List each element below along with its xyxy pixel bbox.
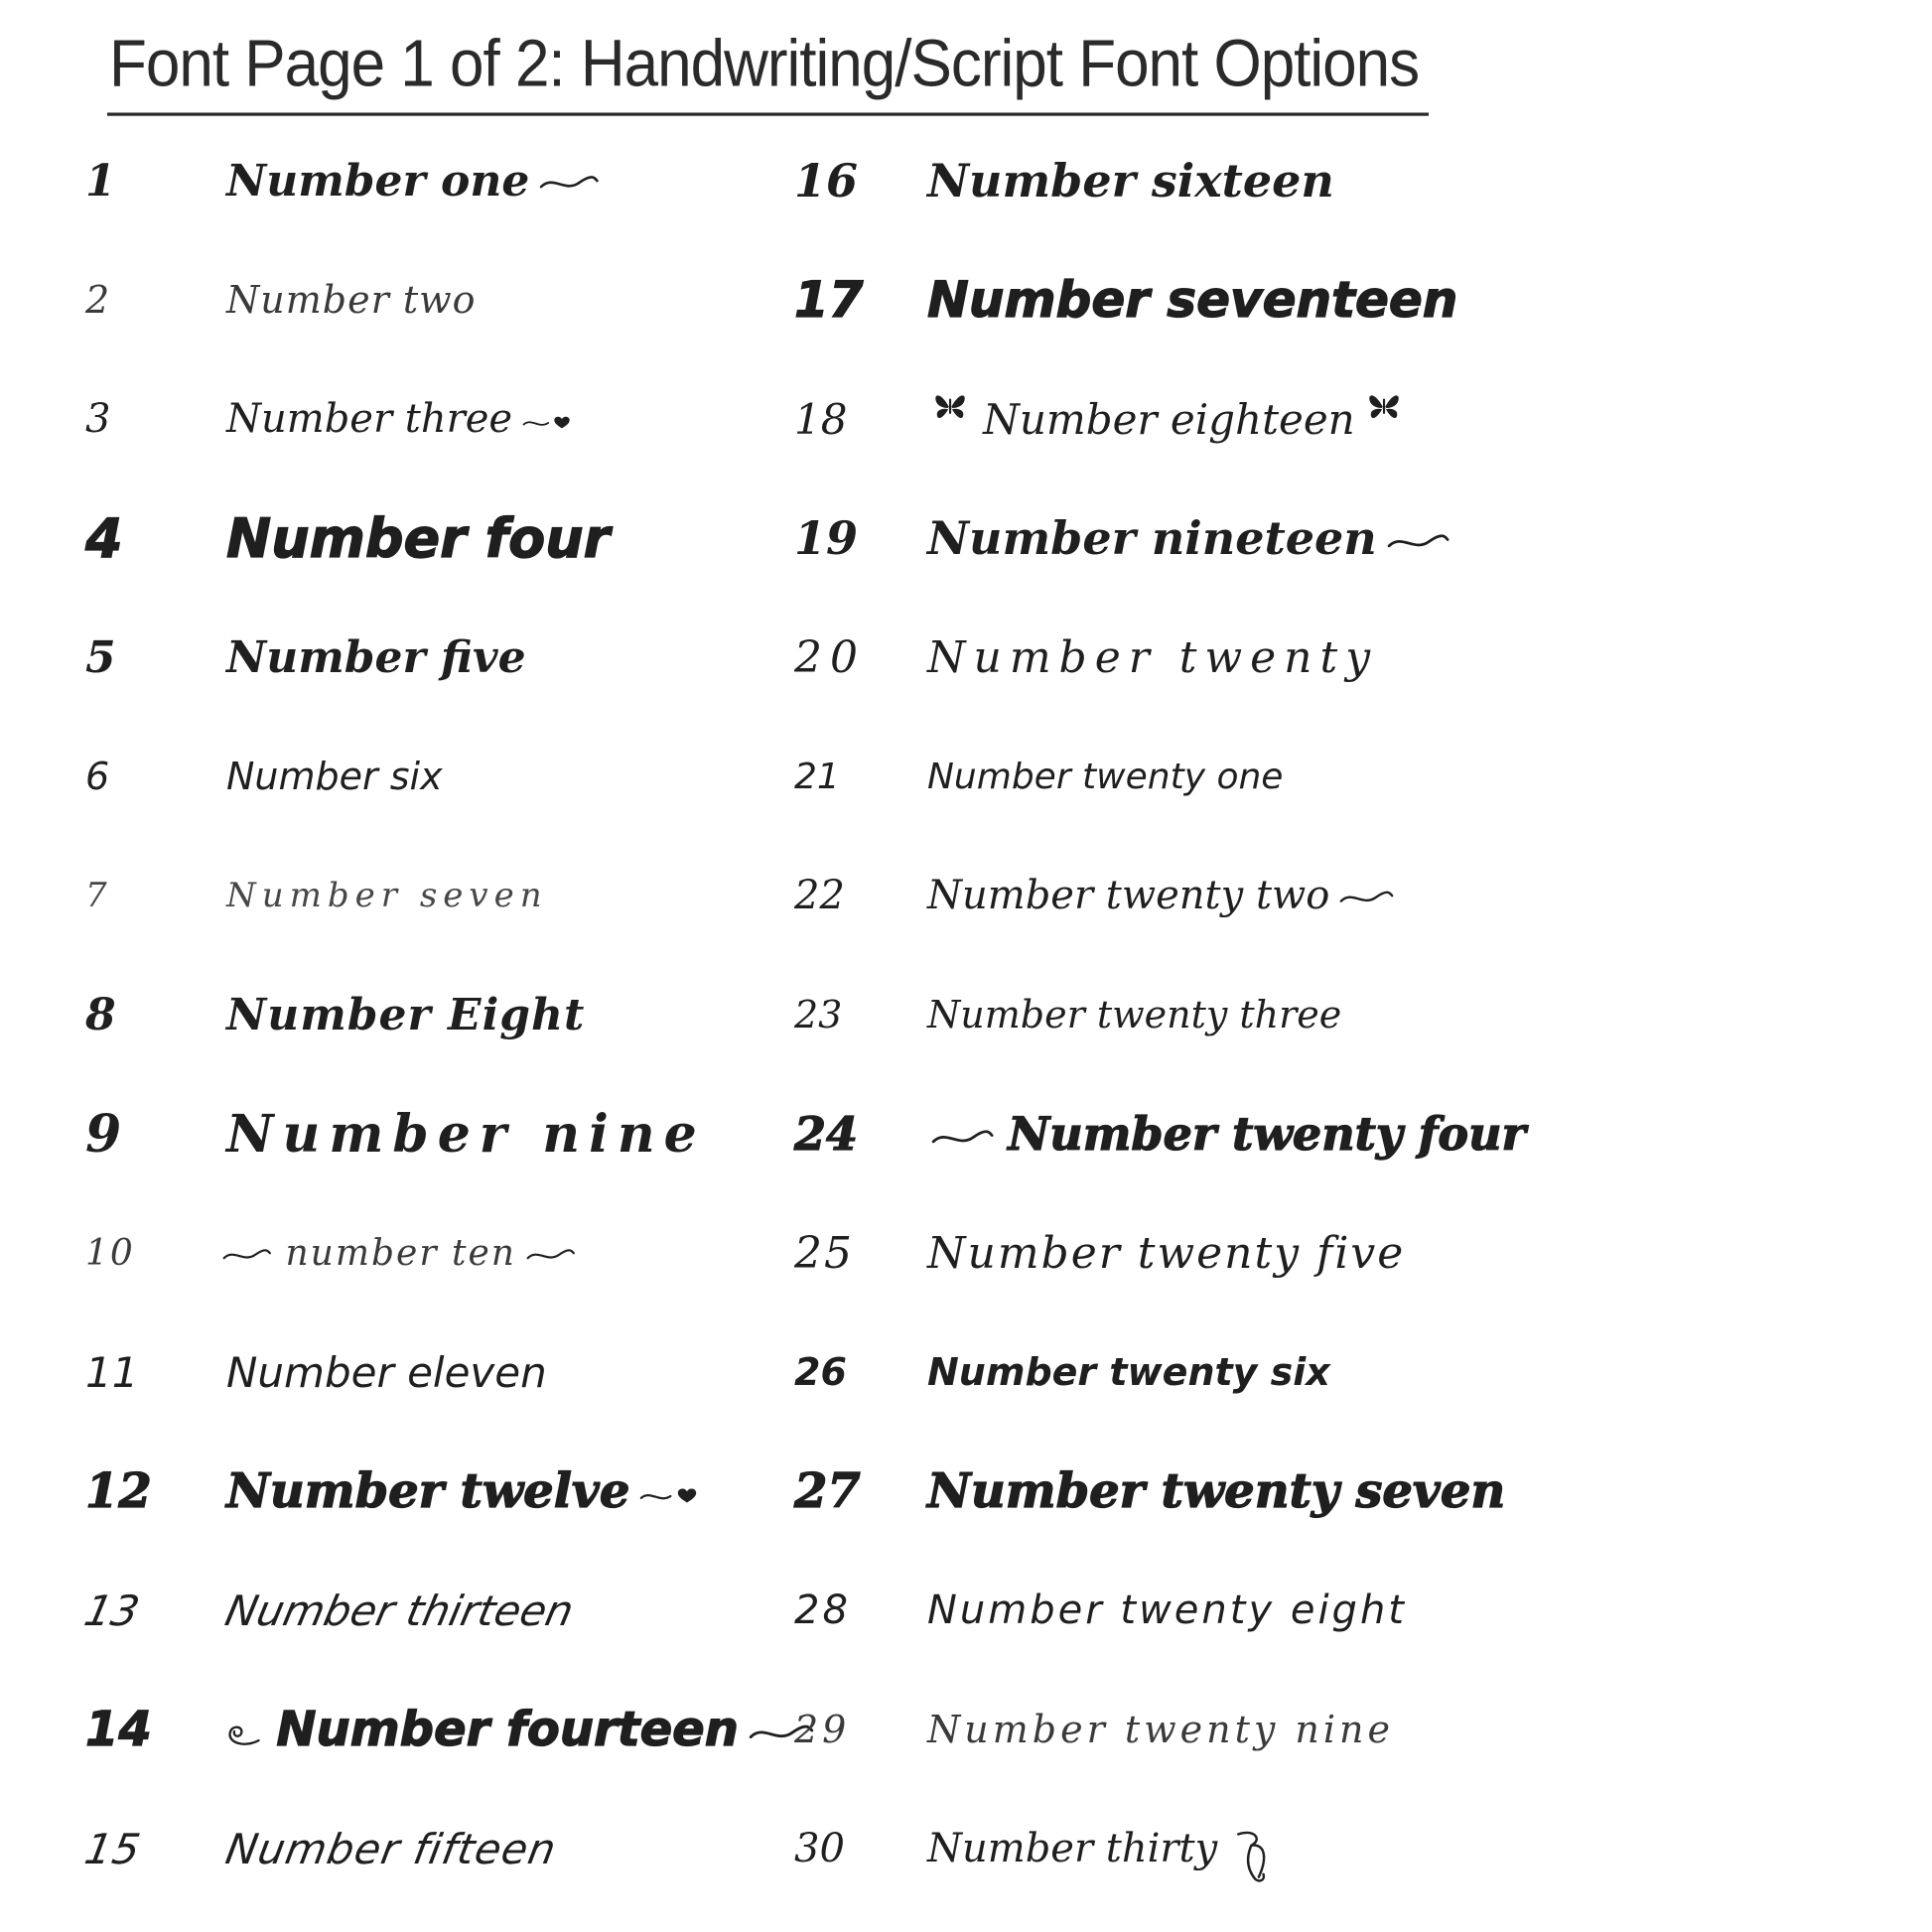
flourish-icon (1227, 1811, 1278, 1886)
font-sample-label: Number twenty eight (927, 1587, 1407, 1633)
font-sample-label: Number four (226, 506, 611, 570)
font-sample-number: 7 (85, 876, 113, 915)
swash-icon (539, 156, 599, 207)
font-sample-number: 28 (794, 1587, 851, 1633)
font-sample-row (794, 1551, 1932, 1670)
font-sample-label: Number six (226, 755, 443, 798)
font-sample-row (85, 479, 784, 598)
font-sample-row (85, 1670, 784, 1789)
butterfly-icon (1365, 389, 1403, 449)
font-sample-label: Number two (226, 278, 477, 322)
font-sample-row (85, 717, 784, 836)
font-sample-number: 24 (794, 1107, 859, 1161)
font-sample-row (85, 1432, 784, 1551)
heart-icon (522, 396, 579, 442)
font-sample-row (85, 598, 784, 717)
font-sample-row (85, 1193, 784, 1312)
font-sample-number: 13 (79, 1586, 144, 1635)
font-sample-number: 19 (794, 511, 859, 565)
font-sample-label: Number twenty (927, 631, 1379, 683)
font-sample-number: 6 (85, 755, 110, 798)
font-sample-label: Number twelve (226, 1463, 630, 1519)
font-sample-label: Number eleven (226, 1347, 547, 1397)
font-column-left (0, 121, 784, 1908)
font-sample-label: Number twenty six (927, 1350, 1330, 1394)
font-sample-row (794, 717, 1932, 836)
font-sample-number: 16 (794, 154, 859, 207)
font-sample-number: 2 (85, 278, 111, 322)
font-sample-number: 4 (85, 506, 123, 570)
font-sample-number: 26 (794, 1350, 847, 1394)
font-sample-number: 15 (80, 1824, 145, 1873)
swash-icon (222, 1233, 271, 1274)
curl-icon (222, 1702, 262, 1757)
font-columns (0, 121, 1932, 1908)
butterfly-icon (931, 389, 969, 449)
font-sample-row (85, 1312, 784, 1432)
font-sample-number: 23 (794, 993, 843, 1036)
font-sample-row (794, 836, 1932, 955)
font-sample-number: 27 (794, 1463, 861, 1519)
font-sample-label: number ten (285, 1232, 516, 1274)
font-sample-row (794, 1670, 1932, 1789)
font-sample-number: 20 (794, 631, 866, 683)
font-sample-number: 18 (794, 394, 848, 444)
font-sample-row (794, 1074, 1932, 1193)
font-sample-label: Number nine (226, 1103, 706, 1165)
font-sample-label: Number twenty four (1008, 1107, 1526, 1161)
font-sample-row (79, 1551, 784, 1670)
font-sample-number: 8 (85, 989, 117, 1040)
font-sample-number: 9 (85, 1103, 131, 1165)
font-sample-number: 12 (85, 1463, 152, 1519)
font-sample-row (85, 955, 784, 1074)
swash-icon (526, 1233, 575, 1274)
font-sample-label: Number sixteen (927, 154, 1334, 207)
font-column-right (784, 121, 1932, 1908)
font-sample-row (85, 1074, 784, 1193)
font-sample-row (794, 598, 1932, 717)
font-sample-row (794, 479, 1932, 598)
font-sample-row (794, 1312, 1932, 1432)
font-sample-row (794, 1789, 1932, 1908)
font-sample-row (85, 121, 784, 240)
font-sample-number: 11 (85, 1347, 139, 1397)
font-sample-label: Number thirty (927, 1826, 1218, 1871)
font-sample-row (85, 240, 784, 359)
font-sample-number: 30 (794, 1826, 845, 1871)
heart-icon (639, 1463, 707, 1519)
font-sample-label: Number twenty one (927, 756, 1284, 797)
font-sample-number: 29 (794, 1708, 851, 1751)
font-sample-label: Number seventeen (927, 271, 1458, 329)
font-sample-number: 17 (794, 271, 864, 329)
font-sample-row (794, 955, 1932, 1074)
font-sample-row (85, 836, 784, 955)
font-sample-row (794, 240, 1932, 359)
font-sample-label: Number Eight (226, 989, 586, 1040)
font-sample-number: 21 (794, 756, 840, 797)
font-sample-label: Number nineteen (927, 511, 1377, 565)
font-sample-row (794, 1193, 1932, 1312)
swash-icon (931, 1107, 994, 1161)
font-sample-label: Number twenty five (927, 1227, 1406, 1279)
font-sample-label: Number one (226, 155, 530, 207)
font-sample-label: Number five (226, 631, 526, 683)
font-sample-label: Number fourteen (276, 1702, 739, 1757)
font-sample-number: 5 (85, 631, 116, 683)
font-sample-row (794, 1432, 1932, 1551)
font-sample-label: Number eighteen (983, 394, 1355, 444)
font-sample-label: Number twenty seven (927, 1463, 1506, 1519)
page-title: Font Page 1 of 2: Handwriting/Script Font Options (107, 26, 1429, 116)
font-sample-number: 3 (85, 396, 111, 442)
font-sample-label: Number twenty two (927, 873, 1330, 918)
swash-icon (1339, 873, 1394, 918)
font-sample-row (794, 359, 1932, 479)
font-sample-row (794, 121, 1932, 240)
title-wrap (0, 0, 1932, 109)
font-sample-label: Number three (226, 396, 513, 442)
swash-icon (1387, 511, 1449, 565)
font-sample-label: Number seven (226, 876, 548, 915)
font-sample-row (80, 1789, 784, 1908)
font-sample-label: Number fifteen (221, 1824, 561, 1873)
font-sample-label: Number twenty nine (927, 1708, 1394, 1751)
font-sample-number: 14 (85, 1702, 152, 1757)
font-sample-number: 1 (85, 155, 116, 207)
font-sample-label: Number thirteen (220, 1586, 579, 1635)
font-sample-number: 25 (794, 1227, 854, 1279)
font-sample-row (85, 359, 784, 479)
font-sample-label: Number twenty three (927, 993, 1342, 1036)
font-sample-number: 10 (85, 1232, 135, 1274)
font-sample-number: 22 (794, 873, 845, 918)
